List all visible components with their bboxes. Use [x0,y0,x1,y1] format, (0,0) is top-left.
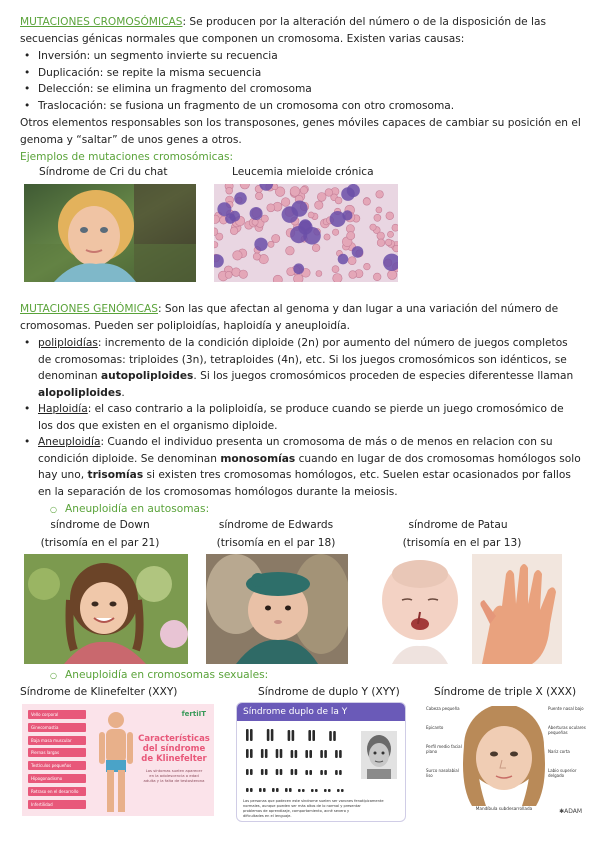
xyy-header: Síndrome duplo de la Y [237,703,405,721]
photo-patau-hand [472,554,562,664]
caption-down-trisomy: (trisomía en el par 21) [40,537,160,549]
kline-tag: Ginecomastia [28,723,86,732]
kline-tags [28,710,86,812]
caption-patau-name: síndrome de Patau [408,519,508,531]
section1-causes-list [20,48,590,114]
kline-tag: Hipogonadismo [28,774,86,783]
xxx-label: Surco nasolabial liso [426,768,459,778]
xxx-label: Epicanto [426,725,444,730]
xxx-label: Puente nasal bajo [548,706,584,711]
list-item-haploidia: • Haploidía: el caso contrario a la poliploidía, se produce cuando se pierde un juego cromosómico de los dos que existen en el organismo diploide. [20,401,592,434]
subheading-autosomes: ○ Aneuploidía en autosomas: [50,503,209,515]
list-item-aneuploidia: • Aneuploidía: Cuando el individuo presenta un cromosoma de más o de menos en relacion con su condición diploide. Se denominan monosomías cuando en lugar de dos cromosomas homólogos solo hay uno, trisomías si existen tres cromosomas homólogos, etc. Suelen estar ocasionados por fallos en la separación de los cromosomas homólogos durante la meiosis. [20,434,592,500]
subheading-sex-chromosomes: ○ Aneuploidía en cromosomas sexuales: [50,669,268,681]
caption-edwards-name: síndrome de Edwards [218,519,334,531]
kline-tag: Testículos pequeños [28,761,86,770]
photo-leukemia-microscopy [214,184,398,282]
photo-edwards-syndrome [206,554,348,664]
xxx-label: Perfil medio facial plano [426,744,462,754]
kline-tag: Piernas largas [28,748,86,757]
xxx-bottom-label: Mandíbula subdesarrollada [475,806,533,811]
kline-tag: Vello corporal [28,710,86,719]
kline-tag: Infertilidad [28,800,86,809]
list-item: • Delección: se elimina un fragmento del cromosoma [20,81,590,98]
card-klinefelter [22,704,214,816]
caption-cri-du-chat: Síndrome de Cri du chat [39,166,168,178]
photo-cri-du-chat [24,184,196,282]
caption-leukemia: Leucemia mieloide crónica [232,166,374,178]
caption-edwards-trisomy: (trisomía en el par 18) [216,537,336,549]
photo-down-syndrome [24,554,188,664]
list-item-poliploidia: • poliploidías: incremento de la condición diploide (2n) por aumento del número de juegos completos de cromosomas: triploides (3n), tetraploides (4n), etc. Si los juegos cromosómicos son idénticos, se denominan autopoliploides. Si los juegos cromosómicos proceden de especies diferentesse llaman alopoliploides. [20,335,592,401]
caption-patau-trisomy: (trisomía en el par 13) [402,537,522,549]
section1-heading: MUTACIONES CROMOSÓMICAS [20,16,183,28]
xxx-label: Aberturas oculares pequeñas [548,725,586,735]
section1-transposons-text: Otros elementos responsables son los transposones, genes móviles capaces de cambiar su posición en el genoma y “saltar” de unos genes a otros. [20,117,581,146]
title-triple-x: Síndrome de triple X (XXX) [434,686,577,698]
kline-brand: fertiIT [181,710,206,718]
section2-heading: MUTACIONES GENÓMICAS [20,303,158,315]
kline-heading: Características del síndrome de Klinefelter [138,734,210,764]
section2-types-list [20,335,592,500]
xyy-body-text: Las personas que padecen este síndrome suelen ser varones fenotípicamente normales, aunque pueden ser más altos de lo normal y presentar problemas de aprendizaje, comportamiento, acné severo y dificultades en el lenguaje. [243,799,384,818]
kline-tag: Retraso en el desarrollo [28,787,86,796]
xxx-labels-right [548,706,586,792]
xxx-credit: ✱ADAM [559,808,582,815]
kline-small-text: Los síntomas suelen aparecer en la adolescencia o edad adulta y la falta de testosterona [143,768,205,783]
card-triple-x [422,700,586,820]
xxx-label: Nariz corta [548,749,570,754]
photo-patau-face [372,554,466,664]
caption-down-name: síndrome de Down [50,519,150,531]
xxx-label: Cabeza pequeña [426,706,460,711]
card-duplo-y [236,702,406,822]
list-item: • Inversión: un segmento invierte su recuencia [20,48,590,65]
title-klinefelter: Síndrome de Klinefelter (XXY) [20,686,178,698]
list-item: • Traslocación: se fusiona un fragmento de un cromosoma con otro cromosoma. [20,98,590,115]
section1-intro: MUTACIONES CROMOSÓMICAS: Se producen por la alteración del número o de la disposición de las secuencias génicas normales que componen un cromosoma. Existen varias causas: [20,16,547,45]
kline-tag: Baja masa muscular [28,736,86,745]
section2-intro: MUTACIONES GENÓMICAS: Son las que afectan al genoma y dan lugar a una variación del número de cromosomas. Pueden ser poliploidías, haploidía y aneuploidía. [20,303,559,332]
xxx-label: Labio superior delgado [548,768,577,778]
title-duplo-y: Síndrome de duplo Y (XYY) [258,686,400,698]
xxx-labels-left [426,706,462,792]
list-item: • Duplicación: se repite la misma secuencia [20,65,590,82]
examples-title: Ejemplos de mutaciones cromosómicas: [20,151,234,163]
